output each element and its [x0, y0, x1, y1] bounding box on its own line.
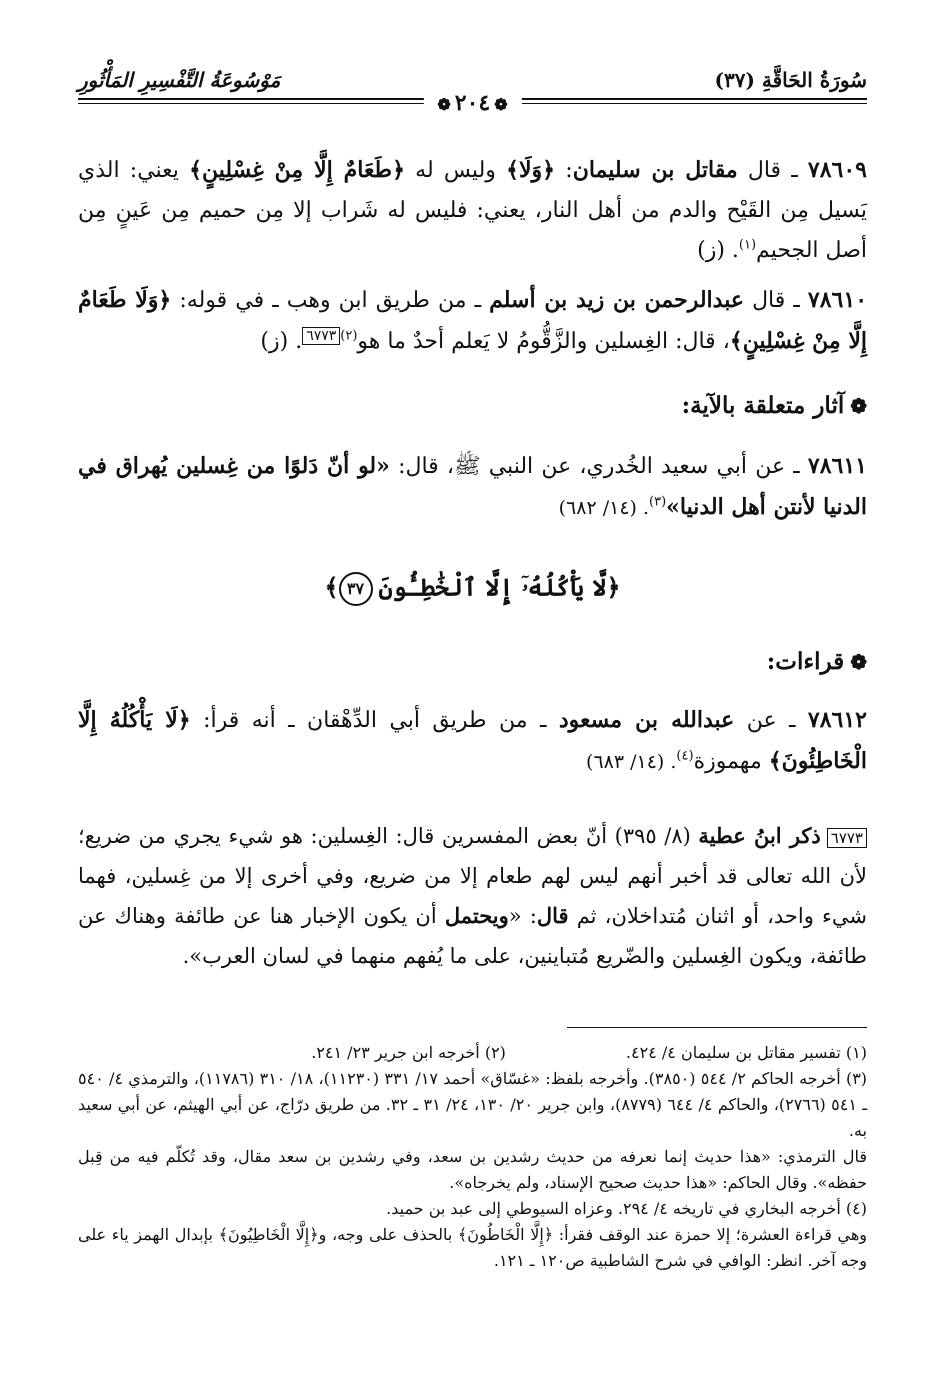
quran-quote: ﴿وَلَا﴾: [506, 157, 556, 183]
note-text: : «: [508, 904, 537, 928]
section-heading: [767, 648, 867, 675]
commentary-id-box: ٦٧٧٣: [827, 828, 867, 848]
commentary-note: [78, 816, 867, 976]
athar-entry: [78, 150, 867, 271]
section-title: آثار متعلقة بالآية:: [681, 392, 845, 419]
entry-number: ٧٨٦١٠: [807, 287, 868, 313]
ornament-icon: ❁: [494, 95, 508, 114]
footnote-4-cont: وهي قراءة العشرة؛ إلا حمزة عند الوقف فقرأ: ﴿إِلَّا الْخَاطُونَ﴾ بالحذف على وجه، و﴿إِلَّا الْخَاطِيُونَ﴾ بإبدال الهمز ياء على وجه آخر. انظر: الوافي في شرح الشاطبية ص١٢٠ ـ ١٢١.: [78, 1225, 868, 1270]
note-keyword: ويحتمل: [444, 903, 509, 928]
entry-number: ٧٨٦٠٩: [807, 157, 867, 183]
footnote-3: (٣) أخرجه الحاكم ٢/ ٥٤٤ (٣٨٥٠). وأخرجه بلفظ: «غسّاق» أحمد ١٧/ ٣٣١ (١١٢٣٠)، ١٨/ ٣١٠ (١١٧٨٦)، والترمذي ٤/ ٥٤٠ ـ ٥٤١ (٢٧٦٦)، والحاكم ٤/ ٦٤٤ (٨٧٧٩)، وابن جرير ٢٠/ ١٣٠، ٢٤/ ٣١ ـ ٣٢. من طريق درّاج، عن أبي الهيثم، عن أبي سعيد به.: [78, 1069, 868, 1140]
running-header: [78, 64, 867, 116]
commentary-ref-box[interactable]: ٦٧٧٣: [302, 327, 340, 345]
entry-text: ـ قال: [743, 288, 808, 313]
entry-text: ـ قال: [737, 158, 808, 183]
volume-page-ref: . (١٤/ ٦٨٢): [558, 497, 650, 519]
entry-text: ـ من طريق أبي الدِّهْقان ـ أنه قرأ:: [190, 708, 559, 733]
footnote-marker[interactable]: (٢): [340, 328, 358, 344]
athar-entry: [78, 280, 867, 362]
hadith-text: «لو أنّ دَلوًا من غِسلين يُهراق في الدنيا لأنتن أهل الدنيا»: [78, 453, 867, 520]
footnote-marker[interactable]: (١): [738, 237, 757, 253]
entry-text: ـ عن: [734, 708, 808, 733]
ayah-number: ٣٧: [339, 572, 373, 606]
footnote-marker[interactable]: (٤): [676, 748, 694, 764]
entry-text: . (ز): [697, 238, 739, 263]
footnotes: [78, 1040, 867, 1274]
footnote-4: (٤) أخرجه البخاري في تاريخه ٤/ ٢٩٤. وعزاه السيوطي إلى عبد بن حميد.: [386, 1199, 867, 1218]
entry-text: ، قال: الغِسلين والزَّقُّومُ لا يَعلم أحدٌ ما هو: [357, 329, 730, 354]
entry-text: . (ز): [260, 329, 303, 354]
commentator-name: ذكر ابنُ عطية: [698, 823, 821, 848]
entry-number: ٧٨٦١٢: [807, 707, 867, 733]
entry-number: ٧٨٦١١: [807, 453, 867, 479]
footnote-3-cont: قال الترمذي: «هذا حديث إنما نعرفه من حديث رشدين بن سعد، وفي رشدين بن سعد مقال، وقد تُكلّم فيه من قِبل حفظه». وقال الحاكم: «هذا حديث صحيح الإسناد، ولم يخرجاه».: [78, 1147, 867, 1192]
quran-quote: ﴿طَعَامٌ إِلَّا مِنْ غِسْلِينٍ﴾: [189, 157, 405, 183]
verse-close-bracket: ﴾: [324, 572, 339, 602]
verse-text: ﴿لَّا يَأْكُلُهُۥٓ إِلَّا ٱلْخَٰطِـُٔونَ: [378, 572, 621, 602]
note-text: (٨/ ٣٩٥) أنّ بعض المفسرين قال: الغِسلين: هو شيء يجري من ضريع؛ لأن الله تعالى قد أخبر أنهم ليس لهم طعام إلا من ضريع، وفي أخرى إلا من غِسلين، فهما شيء واحد، أو اثنان مُتداخلان، ثم: [78, 824, 867, 928]
page-number: [423, 90, 521, 116]
narrator-name: عبدالرحمن بن زيد بن أسلم: [489, 287, 744, 313]
page-number-value: ٢٠٤: [454, 90, 491, 116]
book-title: مَوْسُوعَةُ التَّفْسِيرِ المَأْثُورِ: [78, 68, 281, 92]
narrator-name: عبدالله بن مسعود: [558, 707, 735, 733]
footnote-2: (٢) أخرجه ابن جرير ٢٣/ ٢٤١.: [311, 1043, 506, 1062]
entry-text: مهموزة: [693, 749, 769, 774]
quran-quote: ﴿لَا يَأْكُلُهُ إِلَّا الْخَاطِئُونَ﴾: [78, 707, 867, 774]
entry-text: وليس له: [404, 158, 507, 183]
athar-entry: [78, 700, 867, 782]
narrator-name: مقاتل بن سليمان: [572, 157, 738, 183]
note-text: أن يكون الإخبار هنا عن طائفة وهناك عن طائفة، ويكون الغِسلين والضّريع مُتباينين، على ما يُفهم منهما في لسان العرب».: [78, 904, 867, 968]
volume-page-ref: . (١٤/ ٦٨٣): [586, 751, 677, 773]
footnote-separator: [567, 1027, 867, 1028]
entry-text: :: [555, 158, 573, 183]
footnote-1: (١) تفسير مقاتل بن سليمان ٤/ ٤٢٤.: [625, 1043, 867, 1062]
footnote-row: [78, 1040, 867, 1066]
ornament-icon: ❁: [437, 95, 451, 114]
entry-text: يعني: الذي يَسيل مِن القَيْح والدم من أهل النار، يعني: فليس له شَراب إلا مِن حميم مِن عَينٍ مِن أصل الجحيم: [78, 158, 867, 263]
section-title: قراءات:: [766, 648, 845, 675]
section-heading: [682, 392, 867, 419]
entry-text: ـ من طريق ابن وهب ـ في قوله:: [171, 288, 490, 313]
entry-text: ـ عن أبي سعيد الخُدري، عن النبي ﷺ، قال:: [389, 454, 808, 479]
note-keyword: قال: [536, 903, 569, 928]
footnote-marker[interactable]: (٣): [649, 494, 667, 510]
quran-quote: ﴿وَلَا طَعَامٌ إِلَّا مِنْ غِسْلِينٍ﴾: [78, 287, 867, 354]
surah-title: سُورَةُ الحَاقَّةِ (٣٧): [714, 68, 867, 92]
flower-icon: ❁: [850, 394, 867, 418]
flower-icon: ❁: [850, 650, 867, 674]
quran-verse: [0, 572, 945, 606]
athar-entry: [78, 446, 867, 528]
